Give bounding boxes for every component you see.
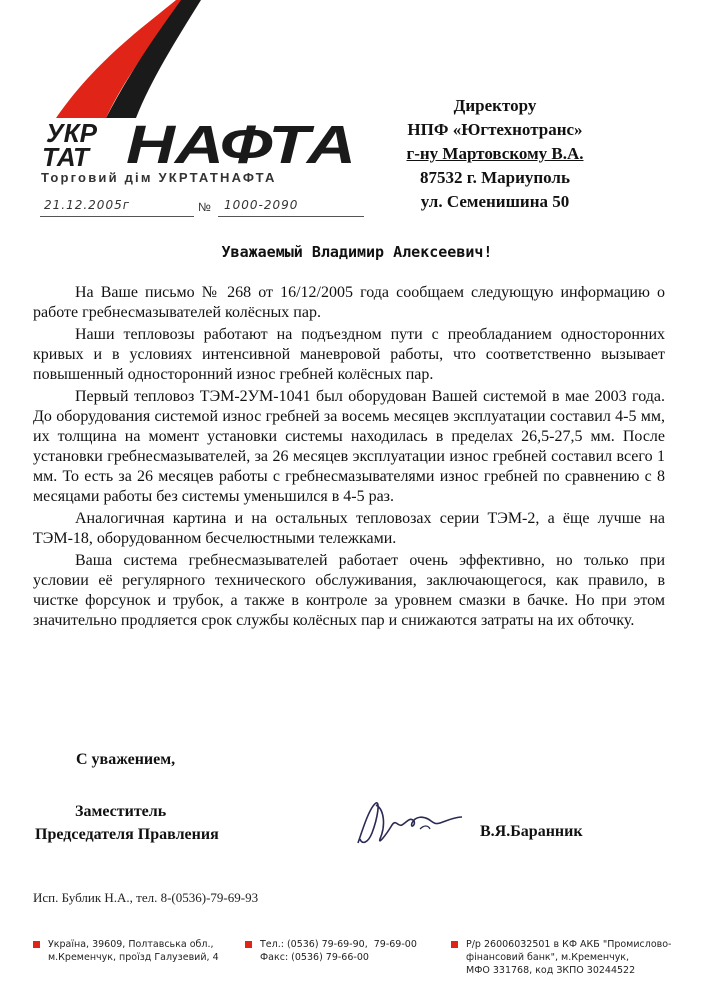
- addressee-company: НПФ «Югтехнотранс»: [407, 120, 583, 139]
- signatory-title: [35, 800, 219, 846]
- company-logo: [36, 0, 366, 200]
- signatory-title-line1: Заместитель: [75, 803, 167, 820]
- paragraph-2: Наши тепловозы работают на подъездном пути с преобладанием односторонних кривых и в условиях интенсивной маневровой работы, что соответственно вызывает повышенный односторонний износ гребней колёсных пар.: [33, 326, 665, 383]
- number-label: №: [198, 200, 211, 214]
- bullet-square-icon: [33, 941, 40, 948]
- logo-word-ukr: УКР: [46, 118, 97, 148]
- addressee-street: ул. Семенишина 50: [420, 192, 570, 211]
- letter-body: [33, 283, 665, 633]
- closing-regards: С уважением,: [76, 751, 176, 768]
- bullet-square-icon: [245, 941, 252, 948]
- logo-word-nafta: НАФТА: [126, 115, 356, 170]
- letter-number: 1000-2090: [218, 198, 364, 217]
- addressee-name: г-ну Мартовскому В.А.: [406, 144, 584, 163]
- handwritten-signature: [350, 795, 470, 850]
- logo-subtitle: Торговий дім УКРТАТНАФТА: [41, 170, 277, 185]
- logo-word-tat: ТАТ: [42, 142, 89, 170]
- footer-bank-text: Р/р 26006032501 в КФ АКБ "Промислово- фінансовий банк", м.Кременчук, МФО 331768, код ЗКПО 30244522: [466, 939, 672, 976]
- footer-address-text: Україна, 39609, Полтавська обл., м.Кременчук, проїзд Галузевий, 4: [48, 939, 219, 963]
- addressee-block: [370, 94, 620, 214]
- paragraph-1: На Ваше письмо № 268 от 16/12/2005 года сообщаем следующую информацию о работе гребнесмазывателей колёсных пар.: [33, 284, 665, 321]
- salutation: Уважаемый Владимир Алексеевич!: [221, 243, 493, 261]
- paragraph-5: Ваша система гребнесмазывателей работает очень эффективно, но только при условии её регулярного технического обслуживания, заключающегося, как правило, в чистке форсунок и трубок, а также в контроле за уровнем смазки в бачке. Но при этом значительно продляется срок службы колёсных пар и снижаются затраты на их обточку.: [33, 552, 665, 629]
- executor-note: Исп. Бублик Н.А., тел. 8-(0536)-79-69-93: [33, 890, 259, 905]
- paragraph-3: Первый тепловоз ТЭМ-2УМ-1041 был оборудован Вашей системой в мае 2003 года. До оборудования системой износ гребней за восемь месяцев эксплуатации составил 4-5 мм, их толщина на момент установки системы находилась в пределах 26,5-27,5 мм. После установки гребнесмазывателей, за 26 месяцев эксплуатации износ гребней составил всего 1 мм. То есть за 26 месяцев работы с гребнесмазывателями износ гребней по сравнению с 8 месяцами работы без системы уменьшился в 4-5 раз.: [33, 388, 665, 505]
- addressee-position: Директору: [453, 96, 537, 115]
- bullet-square-icon: [451, 941, 458, 948]
- paragraph-4: Аналогичная картина и на остальных тепловозах серии ТЭМ-2, а ёще лучше на ТЭМ-18, оборудованном бесчелюстными тележками.: [33, 510, 665, 547]
- footer-phones-text: Тел.: (0536) 79-69-90, 79-69-00 Факс: (0536) 79-66-00: [260, 939, 417, 963]
- logo-graphic: [36, 0, 366, 170]
- signatory-name: В.Я.Баранник: [480, 823, 583, 840]
- reference-line: [40, 196, 360, 220]
- footer: [33, 938, 693, 988]
- addressee-city: 87532 г. Мариуполь: [420, 168, 570, 187]
- letter-date: 21.12.2005г: [40, 198, 194, 217]
- signatory-title-line2: Председателя Правления: [35, 826, 219, 843]
